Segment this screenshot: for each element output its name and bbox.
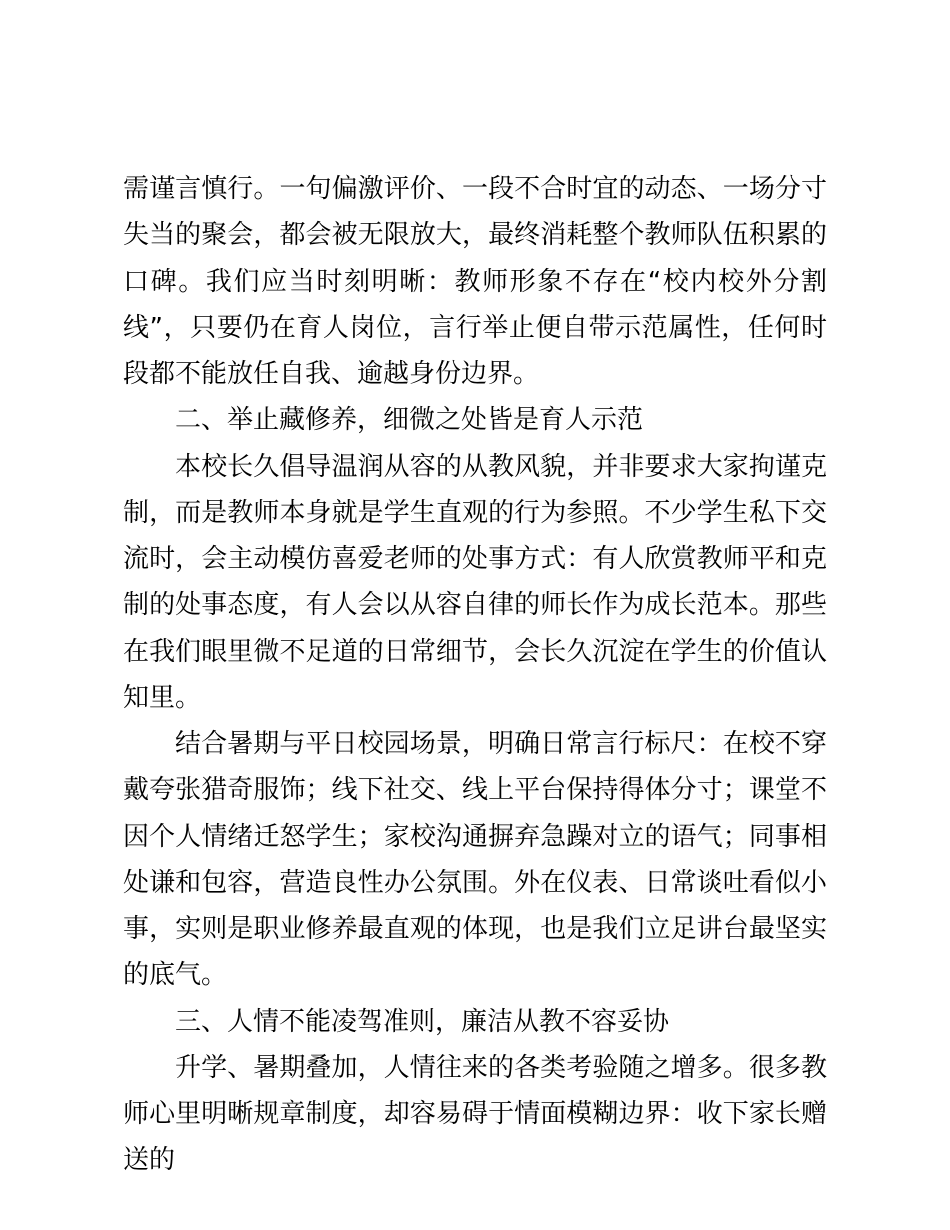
body-paragraph: 升学、暑期叠加，人情往来的各类考验随之增多。很多教师心里明晰规章制度，却容易碍于情面模糊边界：收下家长赠送的 [123,1052,827,1176]
document-body [123,166,827,1184]
section-heading-2: 二、举止藏修养，细微之处皆是育人示范 [175,405,644,436]
body-paragraph: 本校长久倡导温润从容的从教风貌，并非要求大家拘谨克制，而是教师本身就是学生直观的行为参照。不少学生私下交流时，会主动模仿喜爱老师的处事方式：有人欣赏教师平和克制的处事态度，有人会以从容自律的师长作为成长范本。那些在我们眼里微不足道的日常细节，会长久沉淀在学生的价值认知里。 [123,451,827,713]
section-heading-3: 三、人情不能凌驾准则，廉洁从教不容妥协 [175,1006,670,1037]
body-paragraph: 结合暑期与平日校园场景，明确日常言行标尺：在校不穿戴夸张猎奇服饰；线下社交、线上平台保持得体分寸；课堂不因个人情绪迁怒学生；家校沟通摒弃急躁对立的语气；同事相处谦和包容，营造良性办公氛围。外在仪表、日常谈吐看似小事，实则是职业修养最直观的体现，也是我们立足讲台最坚实的底气。 [123,729,827,991]
body-paragraph-continuation: 需谨言慎行。一句偏激评价、一段不合时宜的动态、一场分寸失当的聚会，都会被无限放大，最终消耗整个教师队伍积累的口碑。我们应当时刻明晰：教师形象不存在“校内校外分割线”，只要仍在育人岗位，言行举止便自带示范属性，任何时段都不能放任自我、逾越身份边界。 [123,174,827,389]
